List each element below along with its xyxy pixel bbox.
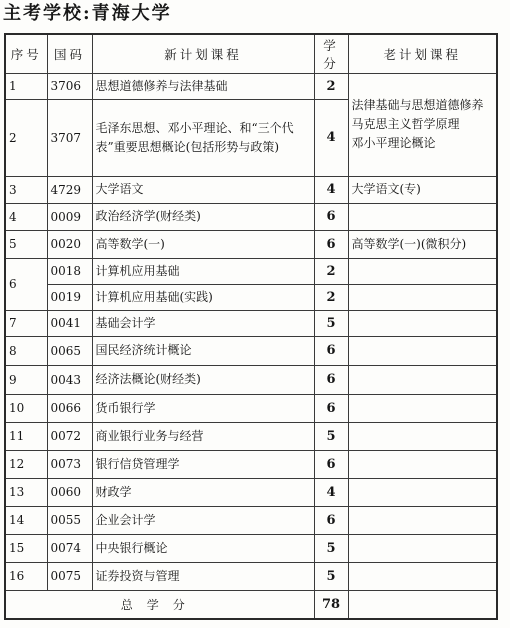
course-cell: 计算机应用基础(实践) <box>92 284 314 310</box>
code-cell: 0020 <box>47 230 92 258</box>
seq-cell: 6 <box>5 258 47 310</box>
course-table <box>4 33 498 620</box>
table-row <box>5 422 497 450</box>
seq-cell: 5 <box>5 230 47 258</box>
old-course-line: 邓小平理论概论 <box>351 136 436 150</box>
credit-cell: 6 <box>314 203 348 230</box>
header-row <box>5 34 497 73</box>
course-cell: 基础会计学 <box>92 310 314 336</box>
table-row <box>5 284 497 310</box>
course-cell: 证券投资与管理 <box>92 562 314 590</box>
course-cell: 国民经济统计概论 <box>92 336 314 365</box>
code-cell: 0074 <box>47 534 92 562</box>
table-row <box>5 450 497 478</box>
total-row <box>5 590 497 619</box>
seq-cell: 10 <box>5 394 47 422</box>
course-cell: 大学语文 <box>92 176 314 203</box>
seq-cell: 12 <box>5 450 47 478</box>
old-course-cell: 高等数学(一)(微积分) <box>348 230 497 258</box>
credit-cell: 6 <box>314 336 348 365</box>
credit-cell: 5 <box>314 422 348 450</box>
seq-cell: 8 <box>5 336 47 365</box>
seq-cell: 3 <box>5 176 47 203</box>
credit-cell: 6 <box>314 506 348 534</box>
code-cell: 3707 <box>47 99 92 176</box>
table-row <box>5 562 497 590</box>
code-cell: 3706 <box>47 73 92 99</box>
credit-cell: 2 <box>314 284 348 310</box>
page-title: 主考学校:青海大学 <box>3 3 172 24</box>
old-course-cell <box>348 562 497 590</box>
old-course-cell <box>348 394 497 422</box>
code-cell: 0018 <box>47 258 92 284</box>
code-cell: 0055 <box>47 506 92 534</box>
course-cell: 银行信贷管理学 <box>92 450 314 478</box>
header-new-course: 新计划课程 <box>92 34 314 73</box>
old-course-cell <box>348 365 497 394</box>
course-cell: 企业会计学 <box>92 506 314 534</box>
code-cell: 4729 <box>47 176 92 203</box>
credit-cell: 4 <box>314 99 348 176</box>
seq-cell: 16 <box>5 562 47 590</box>
course-cell: 毛泽东思想、邓小平理论、和“三个代表”重要思想概论(包括形势与政策) <box>92 99 314 176</box>
seq-cell: 14 <box>5 506 47 534</box>
credit-cell: 2 <box>314 73 348 99</box>
credit-cell: 5 <box>314 534 348 562</box>
old-course-line: 法律基础与思想道德修养 <box>351 98 484 112</box>
code-cell: 0009 <box>47 203 92 230</box>
header-old-course: 老计划课程 <box>348 34 497 73</box>
code-cell: 0072 <box>47 422 92 450</box>
old-course-cell: 大学语文(专) <box>348 176 497 203</box>
code-cell: 0043 <box>47 365 92 394</box>
seq-cell: 9 <box>5 365 47 394</box>
table-row <box>5 365 497 394</box>
table-row <box>5 336 497 365</box>
table-row <box>5 310 497 336</box>
code-cell: 0066 <box>47 394 92 422</box>
code-cell: 0019 <box>47 284 92 310</box>
course-cell: 政治经济学(财经类) <box>92 203 314 230</box>
table-row <box>5 258 497 284</box>
header-code: 国码 <box>47 34 92 73</box>
table-row <box>5 203 497 230</box>
seq-cell: 7 <box>5 310 47 336</box>
old-course-cell <box>348 478 497 506</box>
old-course-cell <box>348 336 497 365</box>
table-row <box>5 478 497 506</box>
code-cell: 0060 <box>47 478 92 506</box>
credit-cell: 2 <box>314 258 348 284</box>
total-label: 总学分 <box>5 590 314 619</box>
code-cell: 0041 <box>47 310 92 336</box>
credit-cell: 6 <box>314 394 348 422</box>
seq-cell: 4 <box>5 203 47 230</box>
old-course-line: 马克思主义哲学原理 <box>351 117 460 131</box>
course-cell: 中央银行概论 <box>92 534 314 562</box>
course-cell: 货币银行学 <box>92 394 314 422</box>
code-cell: 0075 <box>47 562 92 590</box>
old-course-cell <box>348 422 497 450</box>
course-cell: 计算机应用基础 <box>92 258 314 284</box>
code-cell: 0073 <box>47 450 92 478</box>
table-row <box>5 394 497 422</box>
old-course-cell <box>348 310 497 336</box>
old-course-cell <box>348 284 497 310</box>
seq-cell: 15 <box>5 534 47 562</box>
table-row <box>5 73 497 99</box>
old-course-cell <box>348 506 497 534</box>
credit-cell: 5 <box>314 310 348 336</box>
old-course-cell <box>348 258 497 284</box>
credit-cell: 4 <box>314 478 348 506</box>
old-course-cell <box>348 203 497 230</box>
table-row <box>5 176 497 203</box>
credit-cell: 5 <box>314 562 348 590</box>
seq-cell: 2 <box>5 99 47 176</box>
header-credit: 学分 <box>314 34 348 73</box>
credit-cell: 4 <box>314 176 348 203</box>
seq-cell: 1 <box>5 73 47 99</box>
credit-cell: 6 <box>314 450 348 478</box>
old-course-cell <box>348 450 497 478</box>
old-course-cell <box>348 534 497 562</box>
credit-cell: 6 <box>314 230 348 258</box>
total-credit: 78 <box>314 590 348 619</box>
course-cell: 思想道德修养与法律基础 <box>92 73 314 99</box>
seq-cell: 11 <box>5 422 47 450</box>
table-row <box>5 534 497 562</box>
old-course-cell <box>348 73 497 176</box>
course-cell: 商业银行业务与经营 <box>92 422 314 450</box>
old-course-cell <box>348 590 497 619</box>
course-cell: 高等数学(一) <box>92 230 314 258</box>
header-seq: 序号 <box>5 34 47 73</box>
credit-cell: 6 <box>314 365 348 394</box>
course-cell: 经济法概论(财经类) <box>92 365 314 394</box>
code-cell: 0065 <box>47 336 92 365</box>
course-cell: 财政学 <box>92 478 314 506</box>
table-row <box>5 506 497 534</box>
table-row <box>5 230 497 258</box>
seq-cell: 13 <box>5 478 47 506</box>
